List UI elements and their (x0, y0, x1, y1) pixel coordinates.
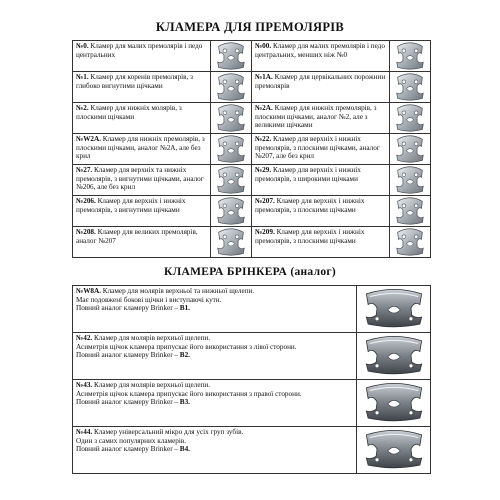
brinker-clamp-table (72, 285, 431, 474)
clamp-image (211, 134, 252, 165)
clamp-image (390, 165, 431, 196)
premolar-row (73, 134, 431, 165)
clamp-image (390, 103, 431, 134)
clamp-desc-text: Кламер для нижніх премолярів, з плоскими щічками, аналог №2, але з великими щічками (254, 104, 377, 130)
clamp-image (390, 72, 431, 103)
clamp-desc-text: Кламер для верхніх і нижніх премолярів, з плоскими щічками (254, 197, 365, 214)
clamp-code: №1А. (254, 73, 273, 81)
clamp-image (357, 333, 431, 380)
brinker-description (73, 380, 357, 427)
clamp-desc-text: Кламер для коренів премолярів, з глибоко вигнутими щічками (76, 73, 193, 90)
clamp-desc-text: Кламер для малих премолярів і педо центральних, менших ніж №0 (254, 42, 385, 59)
clamp-image (211, 41, 252, 72)
clamp-desc-text: Кламер для верхніх і нижніх премолярів, з плоскими щічками (254, 228, 365, 245)
brinker-description (73, 427, 357, 474)
clamp-code: №43. (76, 381, 93, 389)
brinker-row (73, 333, 431, 380)
brinker-line-1: Кламер для молярів верхньої та нижньої щелепи. (101, 287, 255, 295)
clamp-description (73, 134, 211, 165)
premolar-row (73, 72, 431, 103)
brinker-line-3: Повний аналог кламеру Brinker – (76, 304, 180, 313)
clamp-image (390, 134, 431, 165)
clamp-code: №2. (76, 104, 89, 112)
premolar-row (73, 103, 431, 134)
clamp-image (390, 196, 431, 227)
brinker-row (73, 286, 431, 333)
brinker-line-2: Асиметрія щічок кламера припускає його використання з лівої сторони. (76, 342, 297, 351)
clamp-image (357, 380, 431, 427)
brinker-line-1: Кламер для молярів верхньої щелепи. (92, 381, 211, 389)
brinker-line-3: Повний аналог кламеру Brinker – (76, 445, 180, 454)
clamp-description (251, 165, 389, 196)
clamp-code: №208. (76, 228, 96, 236)
clamp-desc-text: Кламер для верхніх і нижніх премолярів, з плоскими щічками, аналог №207, але без крил (254, 135, 380, 161)
premolar-row (73, 165, 431, 196)
clamp-image (211, 103, 252, 134)
brinker-ref: B4. (179, 445, 190, 454)
clamp-code: №2А. (254, 104, 273, 112)
clamp-description (251, 41, 389, 72)
clamp-code: №42. (76, 334, 93, 342)
brinker-line-1: Кламер для молярів верхньої щелепи. (92, 334, 211, 342)
brinker-row (73, 427, 431, 474)
clamp-desc-text: Кламер для нижніх премолярів, з плоскими щічками, аналог №2А, але без крил (76, 135, 205, 161)
brinker-line-2: Асиметрія щічок кламера припускає його використання з правої сторони. (76, 389, 302, 398)
brinker-row (73, 380, 431, 427)
clamp-desc-text: Кламер для верхніх і нижніх премолярів, з вигнутими щічками (76, 197, 186, 214)
clamp-image (211, 227, 252, 258)
clamp-image (390, 41, 431, 72)
clamp-image (357, 427, 431, 474)
premolar-section-title: КЛАМЕРА ДЛЯ ПРЕМОЛЯРІВ (155, 20, 345, 34)
clamp-image (211, 72, 252, 103)
clamp-code: №W2А. (76, 135, 101, 143)
clamp-image (211, 165, 252, 196)
clamp-desc-text: Кламер для цервікальних порожнин премолярів (254, 73, 386, 90)
brinker-ref: B3. (179, 398, 190, 407)
clamp-description (73, 196, 211, 227)
clamp-code: №206. (76, 197, 96, 205)
clamp-desc-text: Кламер для верхніх і нижніх премолярів, з широкими щічками (254, 166, 361, 183)
clamp-description (73, 41, 211, 72)
clamp-code: №W8A. (76, 287, 101, 295)
clamp-description (251, 196, 389, 227)
brinker-ref: B2. (179, 351, 190, 360)
brinker-line-1: Кламер універсальний мікро для усіх груп зубів. (92, 428, 244, 436)
clamp-code: №29. (254, 166, 272, 174)
clamp-description (73, 72, 211, 103)
clamp-code: №1. (76, 73, 89, 81)
clamp-description (73, 165, 211, 196)
clamp-desc-text: Кламер для верхніх та нижніх премолярів, з вигнутими щічками, аналог №206, але без крил (76, 166, 204, 192)
clamp-image (390, 227, 431, 258)
brinker-line-2: Має подовжені бокові щічки і виступаючі кути. (76, 295, 222, 304)
clamp-code: №207. (254, 197, 275, 205)
brinker-ref: B1. (179, 304, 190, 313)
premolar-clamp-table (72, 40, 431, 258)
clamp-description (73, 227, 211, 258)
clamp-code: №27. (76, 166, 93, 174)
brinker-line-3: Повний аналог кламеру Brinker – (76, 398, 180, 407)
clamp-description (251, 134, 389, 165)
brinker-section-title: КЛАМЕРА БРІНКЕРА (аналог) (163, 266, 337, 278)
clamp-description (251, 103, 389, 134)
brinker-description (73, 333, 357, 380)
clamp-code: №209. (254, 228, 275, 236)
premolar-row (73, 41, 431, 72)
clamp-description (73, 103, 211, 134)
clamp-code: №44. (76, 428, 93, 436)
clamp-description (251, 227, 389, 258)
brinker-line-3: Повний аналог кламеру Brinker – (76, 351, 180, 360)
clamp-image (211, 196, 252, 227)
clamp-desc-text: Кламер для малих премолярів і педо центральних (76, 42, 203, 59)
brinker-description (73, 286, 357, 333)
clamp-description (251, 72, 389, 103)
clamp-desc-text: Кламер для нижніх молярів, з плоскими щічками (76, 104, 182, 121)
clamp-code: №0. (76, 42, 89, 50)
clamp-code: №22. (254, 135, 272, 143)
brinker-line-2: Один з самих популярних кламерів. (76, 436, 187, 445)
clamp-desc-text: Кламер для великих премолярів, аналог №207 (76, 228, 198, 245)
clamp-image (357, 286, 431, 333)
premolar-row (73, 227, 431, 258)
premolar-row (73, 196, 431, 227)
clamp-code: №00. (254, 42, 272, 50)
